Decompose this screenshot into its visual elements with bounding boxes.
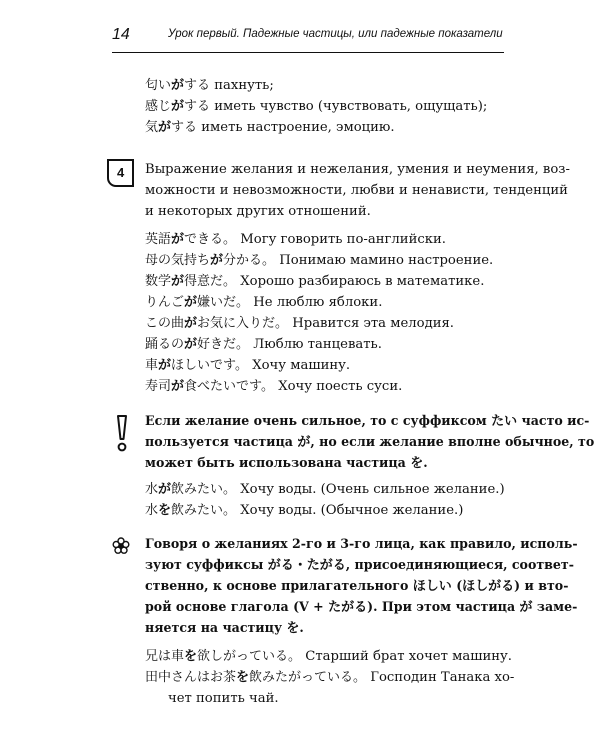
intro-example: 感じがする иметь чувство (чувствовать, ощущать); [145,99,488,114]
section-example: 寿司が食べたいです。 Хочу поесть суси. [145,379,403,394]
page-number: 14 [112,26,130,43]
intro-example: 気がする иметь настроение, эмоцию. [145,120,395,135]
note-example-continuation: чет попить чай. [168,691,279,706]
flower-icon [112,537,130,555]
note-text-line: Говоря о желаниях 2-го и 3-го лица, как правило, исполь- [145,536,578,551]
note-example: 水が飲みたい。 Хочу воды. (Очень сильное желание.) [145,482,505,497]
section-example: 英語ができる。 Могу говорить по-английски. [145,232,446,247]
note-example: 兄は車を欲しがっている。 Старший брат хочет машину. [145,649,513,664]
section-example: 踊るのが好きだ。 Люблю танцевать. [145,337,382,352]
section-heading-line: можности и невозможности, любви и ненависти, тенденций [145,183,568,198]
note-text-line: рой основе глагола (V + たがる). При этом частица が заме- [145,599,578,615]
note-text-line: няется на частицу を. [145,620,304,636]
section-heading-line: Выражение желания и нежелания, умения и неумения, воз- [145,162,570,177]
section-example: この曲がお気に入りだ。 Нравится эта мелодия. [145,316,454,331]
section-number-box [107,159,134,187]
section-example: 車がほしいです。 Хочу машину. [145,358,351,373]
note-text-line: ственно, к основе прилагательного ほしい (ほしがる) и вто- [145,578,569,594]
note-text-line: пользуется частица が, но если желание вполне обычное, то [145,434,595,450]
section-example: りんごが嫌いだ。 Не люблю яблоки. [145,295,383,310]
section-example: 母の気持ちが分かる。 Понимаю мамино настроение. [145,253,494,268]
chapter-title: Урок первый. Падежные частицы, или падежные показатели [168,28,503,40]
note-example: 田中さんはお茶を飲みたがっている。 Господин Танака хо- [145,670,515,685]
section-example: 数学が得意だ。 Хорошо разбираюсь в математике. [145,274,485,289]
note-text-line: может быть использована частица を. [145,455,428,471]
page-header [112,20,504,53]
note-example: 水を飲みたい。 Хочу воды. (Обычное желание.) [145,503,464,518]
note-text-line: Если желание очень сильное, то с суффиксом たい часто ис- [145,413,590,429]
exclamation-icon [113,414,131,454]
section-heading-line: и некоторых других отношений. [145,204,371,219]
section-number: 4 [117,165,125,180]
note-text-line: зуют суффиксы がる・たがる, присоединяющиеся, соответ- [145,557,574,573]
intro-example: 匂いがする пахнуть; [145,78,274,93]
